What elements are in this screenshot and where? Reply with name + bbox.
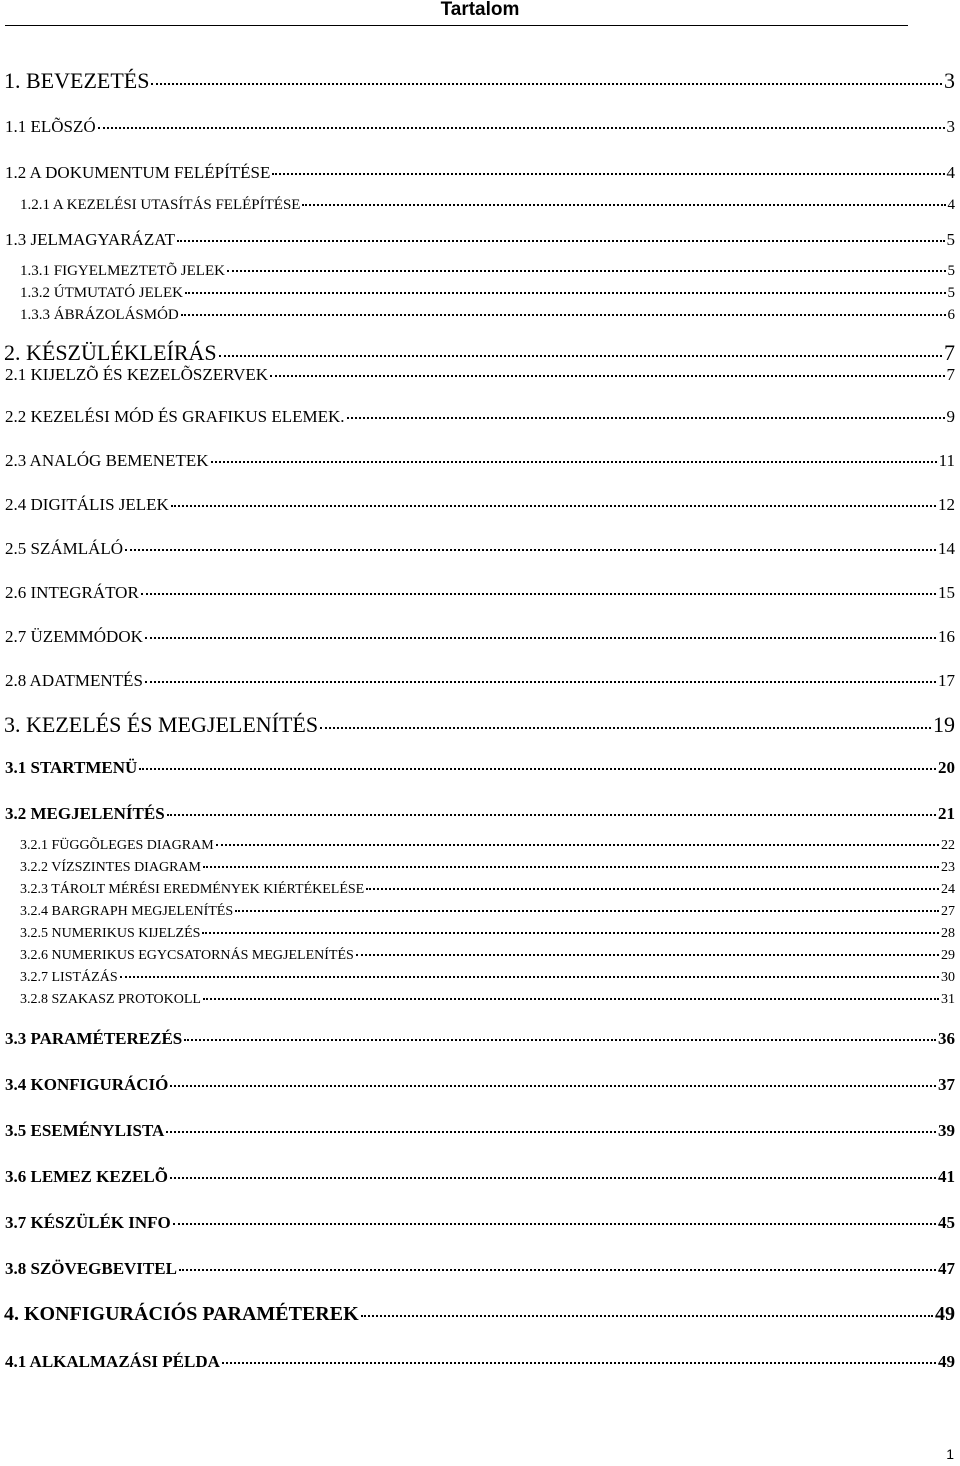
toc-entry[interactable]: [5, 1213, 955, 1233]
toc-entry[interactable]: [5, 758, 955, 778]
toc-entry-label: 1. BEVEZETÉS: [4, 68, 150, 93]
toc-entry-label: 2.8 ADATMENTÉS: [5, 671, 143, 690]
toc-entry-page: 4: [947, 197, 955, 213]
toc-entry-label: 1.2.1 A KEZELÉSI UTASÍTÁS FELÉPÍTÉSE: [20, 197, 301, 213]
toc-entry[interactable]: [4, 68, 955, 94]
toc-leader-dots: [211, 461, 937, 463]
toc-leader-dots: [166, 1131, 936, 1133]
toc-entry-page: 14: [938, 539, 955, 558]
toc-entry-page: 17: [938, 671, 955, 690]
page-number: 1: [946, 1446, 954, 1462]
toc-entry[interactable]: [5, 1352, 955, 1372]
toc-entry-page: 39: [938, 1121, 955, 1140]
toc-leader-dots: [170, 1177, 936, 1179]
toc-entry-page: 12: [938, 495, 955, 514]
toc-entry[interactable]: [5, 1121, 955, 1141]
toc-leader-dots: [272, 173, 944, 175]
toc-entry-label: 3.2.8 SZAKASZ PROTOKOLL: [20, 992, 201, 1007]
toc-leader-dots: [347, 417, 945, 419]
toc-entry[interactable]: [5, 1029, 955, 1049]
toc-entry-label: 2.7 ÜZEMMÓDOK: [5, 627, 143, 646]
toc-entry[interactable]: [5, 804, 955, 824]
toc-entry-label: 3.1 STARTMENÜ: [5, 758, 138, 777]
toc-entry-label: 3.4 KONFIGURÁCIÓ: [5, 1075, 169, 1094]
toc-leader-dots: [270, 375, 944, 377]
toc-entry-label: 2.2 KEZELÉSI MÓD ÉS GRAFIKUS ELEMEK.: [5, 407, 345, 426]
toc-entry-page: 5: [946, 230, 955, 249]
toc-entry-label: 3.6 LEMEZ KEZELÕ: [5, 1167, 168, 1186]
toc-entry-page: 5: [947, 285, 955, 301]
toc-entry-label: 3.8 SZÖVEGBEVITEL: [5, 1259, 177, 1278]
toc-entry-page: 49: [935, 1303, 955, 1325]
toc-entry-label: 3.2.5 NUMERIKUS KIJELZÉS: [20, 926, 201, 941]
toc-entry-page: 11: [938, 451, 955, 470]
toc-entry-page: 19: [933, 712, 955, 737]
toc-entry-label: 3.2.6 NUMERIKUS EGYCSATORNÁS MEGJELENÍTÉS: [20, 948, 354, 963]
toc-entry-page: 4: [946, 163, 955, 182]
toc-entry-label: 1.1 ELÕSZÓ: [5, 117, 96, 136]
toc-entry[interactable]: [5, 671, 955, 691]
toc-entry-page: 15: [938, 583, 955, 602]
toc-entry[interactable]: [5, 365, 955, 385]
toc-entry[interactable]: [5, 495, 955, 515]
toc-entry[interactable]: [5, 117, 955, 137]
toc-entry-page: 49: [938, 1352, 955, 1371]
toc-entry[interactable]: [4, 1303, 955, 1326]
toc-leader-dots: [227, 270, 946, 272]
toc-entry[interactable]: [20, 838, 955, 854]
toc-leader-dots: [320, 727, 931, 729]
toc-entry-label: 1.2 A DOKUMENTUM FELÉPÍTÉSE: [5, 163, 271, 182]
toc-entry-label: 2.4 DIGITÁLIS JELEK: [5, 495, 169, 514]
toc-entry[interactable]: [20, 263, 955, 280]
toc-entry-page: 3: [946, 117, 955, 136]
toc-entry[interactable]: [20, 926, 955, 942]
toc-leader-dots: [98, 127, 945, 129]
toc-entry-page: 30: [941, 970, 955, 985]
toc-entry[interactable]: [20, 285, 955, 302]
toc-entry-page: 5: [947, 263, 955, 279]
toc-leader-dots: [361, 1315, 933, 1317]
toc-entry-label: 3.2.3 TÁROLT MÉRÉSI EREDMÉNYEK KIÉRTÉKELÉSE: [20, 882, 365, 897]
toc-leader-dots: [139, 768, 936, 770]
toc-entry[interactable]: [20, 197, 955, 214]
toc-leader-dots: [216, 844, 939, 846]
toc-entry-page: 16: [938, 627, 955, 646]
toc-entry-page: 23: [941, 860, 955, 875]
toc-entry-page: 21: [938, 804, 955, 823]
toc-entry-page: 36: [938, 1029, 955, 1048]
toc-entry-label: 2. KÉSZÜLÉKLEÍRÁS: [4, 340, 217, 365]
toc-leader-dots: [171, 505, 936, 507]
toc-entry-page: 9: [946, 407, 955, 426]
toc-entry-label: 1.3.3 ÁBRÁZOLÁSMÓD: [20, 307, 179, 323]
toc-entry[interactable]: [20, 882, 955, 898]
toc-entry-label: 3.2.2 VÍZSZINTES DIAGRAM: [20, 860, 201, 875]
toc-entry-page: 45: [938, 1213, 955, 1232]
toc-entry-label: 1.3.2 ÚTMUTATÓ JELEK: [20, 285, 183, 301]
toc-leader-dots: [185, 292, 946, 294]
toc-leader-dots: [145, 637, 936, 639]
toc-entry-page: 24: [941, 882, 955, 897]
toc-leader-dots: [179, 1269, 936, 1271]
toc-entry[interactable]: [5, 583, 955, 603]
toc-entry[interactable]: [20, 970, 955, 986]
toc-entry-label: 2.1 KIJELZÕ ÉS KEZELÕSZERVEK: [5, 365, 269, 384]
toc-entry[interactable]: [4, 340, 955, 366]
toc-entry-page: 7: [944, 340, 955, 365]
toc-entry-page: 37: [938, 1075, 955, 1094]
toc-leader-dots: [219, 355, 942, 357]
toc-entry-label: 3.5 ESEMÉNYLISTA: [5, 1121, 165, 1140]
toc-entry-page: 29: [941, 948, 955, 963]
toc-entry-page: 28: [941, 926, 955, 941]
toc-entry-page: 22: [941, 838, 955, 853]
toc-entry[interactable]: [5, 539, 955, 559]
toc-entry-label: 3.2 MEGJELENÍTÉS: [5, 804, 165, 823]
toc-entry-label: 2.5 SZÁMLÁLÓ: [5, 539, 124, 558]
toc-leader-dots: [203, 998, 939, 1000]
toc-entry-page: 3: [944, 68, 955, 93]
toc-leader-dots: [120, 976, 939, 978]
toc-entry-label: 2.3 ANALÓG BEMENETEK: [5, 451, 209, 470]
toc-entry-label: 3. KEZELÉS ÉS MEGJELENÍTÉS: [4, 712, 319, 737]
toc-entry-label: 4.1 ALKALMAZÁSI PÉLDA: [5, 1352, 220, 1371]
toc-entry-label: 3.2.1 FÜGGÕLEGES DIAGRAM: [20, 838, 214, 853]
toc-leader-dots: [203, 866, 939, 868]
toc-entry[interactable]: [5, 1259, 955, 1279]
toc-entry[interactable]: [5, 407, 955, 427]
toc-leader-dots: [184, 1039, 936, 1041]
toc-entry-page: 7: [946, 365, 955, 384]
toc-entry-label: 1.3.1 FIGYELMEZTETÕ JELEK: [20, 263, 225, 279]
toc-leader-dots: [181, 314, 946, 316]
toc-leader-dots: [235, 910, 939, 912]
toc-leader-dots: [151, 83, 942, 85]
toc-entry[interactable]: [20, 992, 955, 1008]
toc-entry[interactable]: [5, 451, 955, 471]
toc-leader-dots: [356, 954, 939, 956]
toc-leader-dots: [125, 549, 936, 551]
toc-leader-dots: [302, 204, 945, 206]
toc-leader-dots: [167, 814, 936, 816]
toc-entry[interactable]: [20, 307, 955, 324]
toc-entry-label: 3.3 PARAMÉTEREZÉS: [5, 1029, 183, 1048]
toc-entry[interactable]: [20, 948, 955, 964]
toc-entry[interactable]: [5, 230, 955, 250]
toc-entry-page: 41: [938, 1167, 955, 1186]
toc-entry-label: 4. KONFIGURÁCIÓS PARAMÉTEREK: [4, 1303, 359, 1325]
toc-entry-page: 20: [938, 758, 955, 777]
toc-entry[interactable]: [20, 860, 955, 876]
toc-entry[interactable]: [4, 712, 955, 738]
toc-entry-page: 27: [941, 904, 955, 919]
toc-entry[interactable]: [5, 1167, 955, 1187]
header-divider: [5, 25, 908, 26]
toc-entry-label: 3.2.7 LISTÁZÁS: [20, 970, 118, 985]
page-title: Tartalom: [440, 0, 520, 20]
toc-entry-label: 3.2.4 BARGRAPH MEGJELENÍTÉS: [20, 904, 234, 919]
toc-leader-dots: [177, 240, 945, 242]
toc-entry[interactable]: [20, 904, 955, 920]
toc-entry[interactable]: [5, 1075, 955, 1095]
toc-entry-label: 3.7 KÉSZÜLÉK INFO: [5, 1213, 171, 1232]
toc-entry-page: 6: [947, 307, 955, 323]
toc-leader-dots: [141, 593, 936, 595]
toc-entry[interactable]: [5, 627, 955, 647]
toc-leader-dots: [173, 1223, 936, 1225]
toc-leader-dots: [145, 681, 936, 683]
toc-entry-page: 47: [938, 1259, 955, 1278]
toc-entry-label: 2.6 INTEGRÁTOR: [5, 583, 139, 602]
toc-leader-dots: [222, 1362, 936, 1364]
toc-entry-label: 1.3 JELMAGYARÁZAT: [5, 230, 175, 249]
toc-leader-dots: [170, 1085, 936, 1087]
toc-entry-page: 31: [941, 992, 955, 1007]
toc-leader-dots: [366, 888, 939, 890]
toc-leader-dots: [202, 932, 939, 934]
toc-entry[interactable]: [5, 163, 955, 183]
